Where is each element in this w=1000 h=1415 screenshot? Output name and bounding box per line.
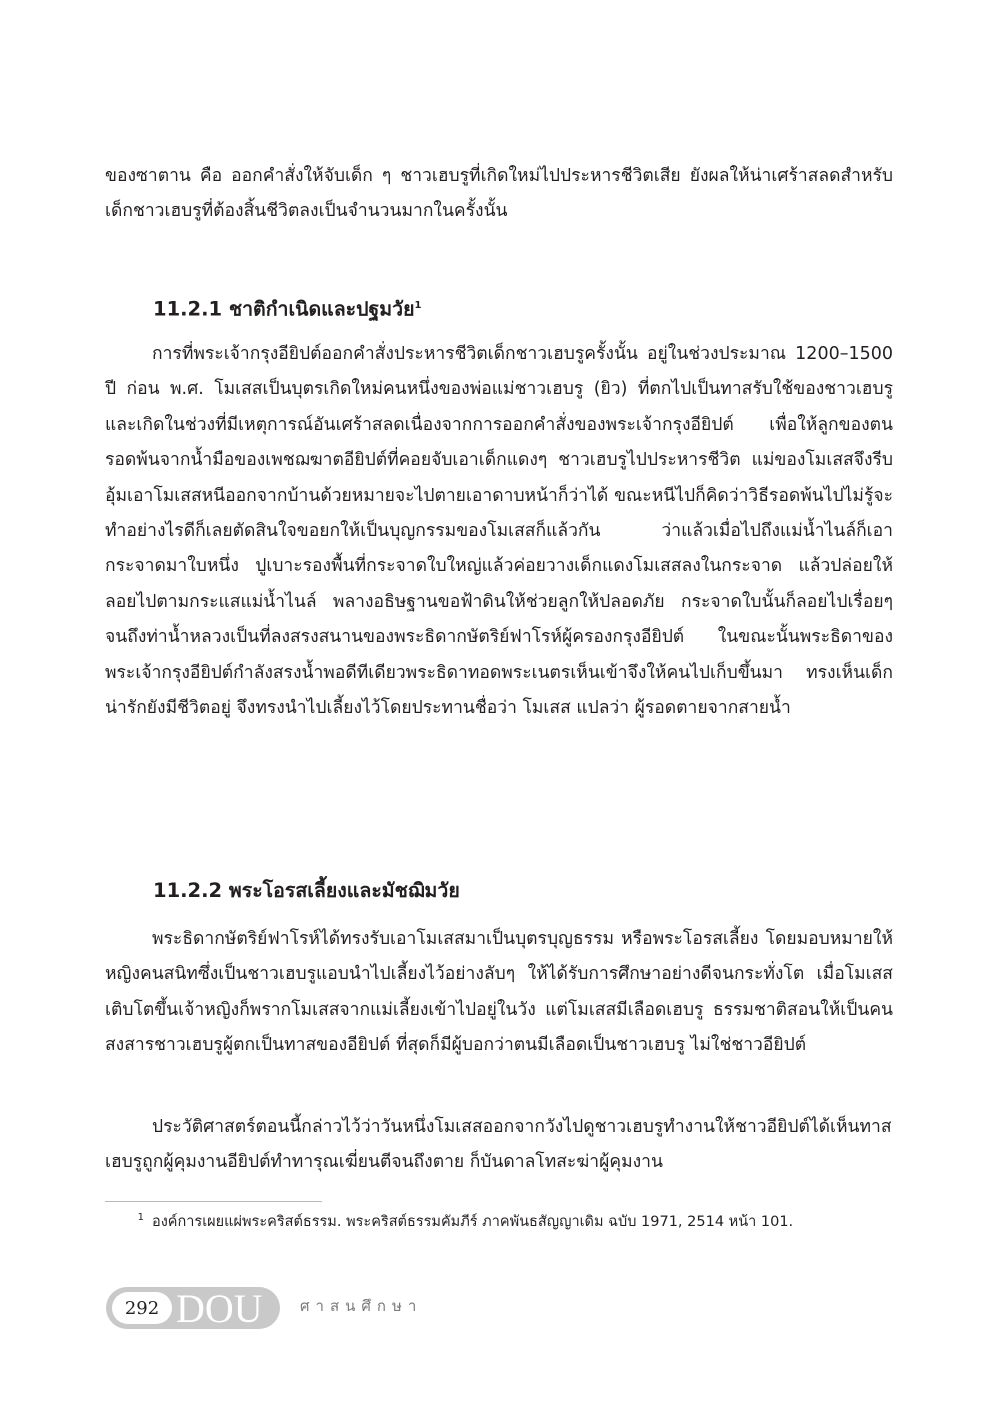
section-paragraph: ประวัติศาสตร์ตอนนี้กล่าวไว้ว่าวันหนึ่งโมเสสออกจากวังไปดูชาวเฮบรูทำงานให้ชาวอียิปต์ได้เห็นทาสเฮบรูถูกผู้คุมงานอียิปต์ทำทารุณเฆี่ยนตีจนถึงตาย ก็บันดาลโทสะฆ่าผู้คุมงาน bbox=[105, 1117, 892, 1173]
dou-logo: DOU bbox=[176, 1286, 263, 1331]
section-paragraph: การที่พระเจ้ากรุงอียิปต์ออกคำสั่งประหารชีวิตเด็กชาวเฮบรูครั้งนั้น อยู่ในช่วงประมาณ 1200–1500 ปี ก่อน พ.ศ. โมเสสเป็นบุตรเกิดใหม่คนหนึ่งของพ่อแม่ชาวเฮบรู (ยิว) ที่ตกไปเป็นทาสรับใช้ของชาวเฮบรูและเกิดในช่วงที่มีเหตุการณ์อันเศร้าสลดเนื่องจากการออกคำสั่งของพระเจ้ากรุงอียิปต์ เพื่อให้ลูกของตนรอดพ้นจากน้ำมือของเพชฌฆาตอียิปต์ที่คอยจับเอาเด็กแดงๆ ชาวเฮบรูไปประหารชีวิต แม่ของโมเสสจึงรีบอุ้มเอาโมเสสหนีออกจากบ้านด้วยหมายจะไปตายเอาดาบหน้าก็ว่าได้ ขณะหนีไปก็คิดว่าวิธีรอดพ้นไปไม่รู้จะทำอย่างไรดีก็เลยตัดสินใจขอยกให้เป็นบุญกรรมของโมเสสก็แล้วกัน ว่าแล้วเมื่อไปถึงแม่น้ำไนล์ก็เอากระจาดมาใบหนึ่ง ปูเบาะรองพื้นที่กระจาดใบใหญ่แล้วค่อยวางเด็กแดงโมเสสลงในกระจาด แล้วปล่อยให้ลอยไปตามกระแสแม่น้ำไนล์ พลางอธิษฐานขอฟ้าดินให้ช่วยลูกให้ปลอดภัย กระจาดใบนั้นก็ลอยไปเรื่อยๆ จนถึงท่าน้ำหลวงเป็นที่ลงสรงสนานของพระธิดากษัตริย์ฟาโรห์ผู้ครองกรุงอียิปต์ ในขณะนั้นพระธิดาของพระเจ้ากรุงอียิปต์กำลังสรงน้ำพอดีทีเดียวพระธิดาทอดพระเนตรเห็นเข้าจึงให้คนไปเก็บขึ้นมา ทรงเห็นเด็กน่ารักยังมีชีวิตอยู่ จึงทรงนำไปเลี้ยงไว้โดยประทานชื่อว่า โมเสส แปลว่า ผู้รอดตายจากสายน้ำ bbox=[105, 344, 893, 719]
section-11-2-2-body bbox=[105, 922, 893, 1064]
section-paragraph: พระธิดากษัตริย์ฟาโรห์ได้ทรงรับเอาโมเสสมาเป็นบุตรบุญธรรม หรือพระโอรสเลี้ยง โดยมอบหมายให้หญิงคนสนิทซึ่งเป็นชาวเฮบรูแอบนำไปเลี้ยงไว้อย่างลับๆ ให้ได้รับการศึกษาอย่างดีจนกระทั่งโต เมื่อโมเสสเติบโตขึ้นเจ้าหญิงก็พรากโมเสสจากแม่เลี้ยงเข้าไปอยู่ในวัง แต่โมเสสมีเลือดเฮบรู ธรรมชาติสอนให้เป็นคนสงสารชาวเฮบรูผู้ตกเป็นทาสของอียิปต์ ที่สุดก็มีผู้บอกว่าตนมีเลือดเป็นชาวเฮบรู ไม่ใช่ชาวอียิปต์ bbox=[105, 929, 893, 1056]
page-number: 292 bbox=[112, 1292, 172, 1324]
footnote-ref: 1 bbox=[414, 300, 422, 311]
section-heading-11-2-1 bbox=[153, 291, 421, 325]
course-name: ศาสนศึกษา bbox=[300, 1297, 423, 1315]
intro-paragraph: ของซาตาน คือ ออกคำสั่งให้จับเด็ก ๆ ชาวเฮบรูที่เกิดใหม่ไปประหารชีวิตเสีย ยังผลให้น่าเศร้าสลดสำหรับเด็กชาวเฮบรูที่ต้องสิ้นชีวิตลงเป็นจำนวนมากในครั้งนั้น bbox=[105, 166, 893, 222]
section-11-2-1-body bbox=[105, 337, 893, 726]
section-heading-text: 11.2.2 พระโอรสเลี้ยงและมัชฌิมวัย bbox=[153, 879, 460, 902]
footnote-text: องค์การเผยแผ่พระคริสต์ธรรม. พระคริสต์ธรรมคัมภีร์ ภาคพันธสัญญาเดิม ฉบับ 1971, 2514 หน้า 101. bbox=[152, 1214, 794, 1230]
section-11-2-2-body-2 bbox=[105, 1110, 893, 1181]
section-heading-11-2-2 bbox=[153, 876, 460, 906]
intro-block bbox=[105, 159, 893, 230]
section-heading-text: 11.2.1 ชาติกำเนิดและปฐมวัย bbox=[153, 297, 415, 321]
footnote-divider bbox=[105, 1201, 322, 1202]
footnote: 1 องค์การเผยแผ่พระคริสต์ธรรม. พระคริสต์ธรรมคัมภีร์ ภาคพันธสัญญาเดิม ฉบับ 1971, 2514 หน้า 101. bbox=[137, 1212, 794, 1230]
